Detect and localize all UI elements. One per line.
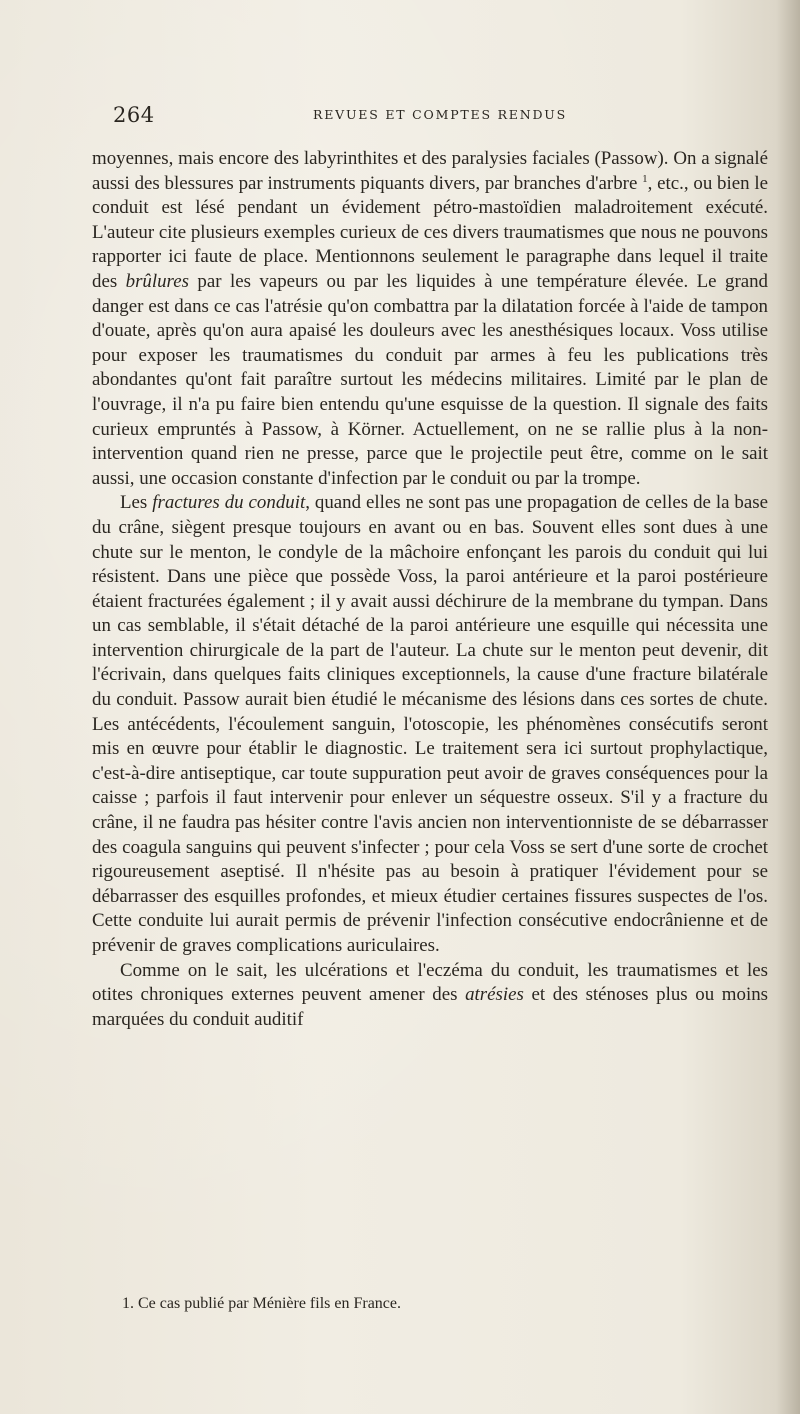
paragraph-text: , etc., ou bien le conduit est lésé pendant un évidement pétro-mastoïdien maladroitement exécuté. L'auteur cite plusieurs exemples curieux de ces divers traumatismes que nous ne pouvons rapporter ici faute de place. Mentionnons seulement le paragraphe dans lequel il traite des <box>92 172 768 292</box>
paragraph-continuation <box>92 147 768 491</box>
italic-term-atresies: atrésies <box>465 984 524 1006</box>
page-header <box>113 100 767 130</box>
body-text <box>92 147 768 1032</box>
footnote-ref: 1 <box>642 172 648 185</box>
running-head: REVUES ET COMPTES RENDUS <box>312 107 567 122</box>
footnote: 1. Ce cas publié par Ménière fils en France. <box>122 1295 402 1312</box>
italic-term-brulures: brûlures <box>125 270 189 292</box>
paragraph-text: Les <box>120 492 153 514</box>
paragraph-text: par les vapeurs ou par les liquides à une température élevée. Le grand danger est dans ce cas l'atrésie qu'on combattra par la dilatation forcée à l'aide de tampon d'ouate, après qu'on aura apaisé les douleurs avec les anesthésiques locaux. Voss utilise pour exposer les traumatismes du conduit par armes à feu les publications très abondantes qu'ont fait paraître surtout les médecins militaires. Limité par le plan de l'ouvrage, il n'a pu faire bien entendu qu'une esquisse de la question. Il signale des faits curieux empruntés à Passow, à Körner. Actuellement, on ne se rallie plus à la non-intervention quand rien ne presse, parce que le projectile peut être, comme on le sait aussi, une occasion constante d'infection par le conduit ou par la trompe. <box>92 270 769 489</box>
paragraph-text: , quand elles ne sont pas une propagation de celles de la base du crâne, siègent presque toujours en avant ou en bas. Souvent elles sont dues à une chute sur le menton, le condyle de la mâchoire enfonçant les parois du conduit qui lui résistent. Dans une pièce que possède Voss, la paroi antérieure et la paroi postérieure étaient fracturées également ; il y avait aussi déchirure de la membrane du tympan. Dans un cas semblable, il s'était détaché de la paroi antérieure une esquille qui nécessita une intervention chirurgicale de la part de l'auteur. La chute sur le menton peut devenir, dit l'écrivain, dans quelques faits cliniques exceptionnels, la cause d'une fracture bilatérale du conduit. Passow aurait bien étudié le mécanisme des lésions dans ces sortes de chute. Les antécédents, l'écoulement sanguin, l'otoscopie, les phénomènes consécutifs seront mis en œuvre pour établir le diagnostic. Le traitement sera ici surtout prophylactique, c'est-à-dire antiseptique, car toute suppuration peut avoir de graves conséquences pour la caisse ; parfois il faut intervenir pour enlever un séquestre osseux. S'il y a fracture du crâne, il ne faudra pas hésiter contre l'avis ancien non interventionniste de se débarrasser des coagula sanguins qui peuvent s'infecter ; pour cela Voss se sert d'une sorte de crochet rigoureusement aseptisé. Il n'hésite pas au besoin à pratiquer l'évidement pour se débarrasser des esquilles profondes, et mieux étudier certaines fissures suspectes de l'os. Cette conduite lui aurait permis de prévenir l'infection consécutive endocrânienne et de prévenir de graves complications auriculaires. <box>92 492 768 956</box>
page-number: 264 <box>113 103 155 127</box>
paragraph-atresies <box>92 959 768 1033</box>
paragraph-fractures <box>92 491 768 958</box>
paragraph-text: moyennes, mais encore des labyrinthites et des paralysies faciales (Passow). On a signalé aussi des blessures par instruments piquants divers, par branches d'arbre <box>92 148 768 194</box>
paragraph-text: et des sténoses plus ou moins marquées du conduit auditif <box>92 984 768 1030</box>
paragraph-text: Comme on le sait, les ulcérations et l'eczéma du conduit, les traumatismes et les otites chroniques externes peuvent amener des <box>92 959 768 1006</box>
italic-term-fractures: fractures du conduit <box>152 492 306 514</box>
